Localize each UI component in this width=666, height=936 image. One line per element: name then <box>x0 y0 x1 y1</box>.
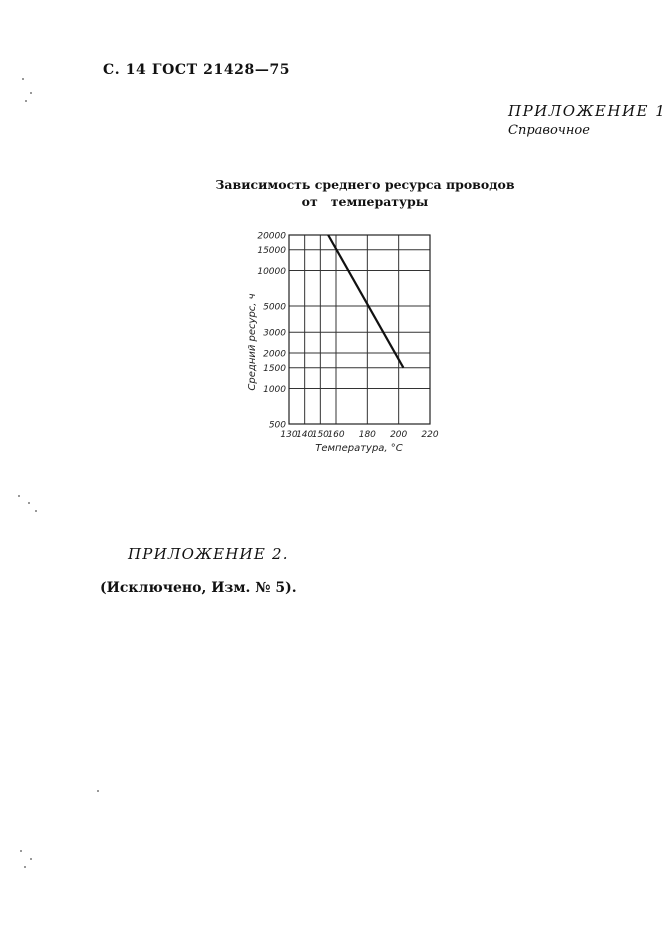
plot-frame <box>289 235 430 424</box>
y-tick-label: 1500 <box>263 364 286 375</box>
x-tick-label: 130 <box>280 430 298 440</box>
x-tick-label: 160 <box>327 430 345 440</box>
scan-speck <box>24 866 26 868</box>
y-tick-label: 1000 <box>263 384 286 395</box>
chart-series <box>328 235 403 368</box>
scan-speck <box>30 92 32 94</box>
scan-speck <box>97 790 99 792</box>
scan-speck <box>30 858 32 860</box>
excluded-note: (Исключено, Изм. № 5). <box>100 580 297 596</box>
appendix-2-title: ПРИЛОЖЕНИЕ 2. <box>128 545 289 563</box>
series-line <box>328 235 403 368</box>
chart-title-line-2: от температуры <box>301 194 429 209</box>
appendix-1-subtitle: Справочное <box>508 123 590 138</box>
scan-speck <box>28 502 30 504</box>
y-tick-label: 15000 <box>257 246 286 257</box>
y-tick-label: 10000 <box>257 267 286 278</box>
y-tick-labels <box>257 232 286 431</box>
x-tick-label: 150 <box>311 430 329 440</box>
y-tick-label: 2000 <box>263 349 286 360</box>
x-tick-label: 180 <box>358 430 376 440</box>
scan-speck <box>25 100 27 102</box>
scan-speck <box>22 78 24 80</box>
scan-speck <box>35 510 37 512</box>
y-tick-label: 20000 <box>257 231 286 242</box>
scan-speck <box>18 495 20 497</box>
y-axis-label: Средний ресурс, ч <box>247 293 258 391</box>
scan-speck <box>20 850 22 852</box>
x-tick-label: 200 <box>390 430 408 440</box>
y-tick-label: 5000 <box>263 302 286 313</box>
y-tick-label: 3000 <box>263 328 286 339</box>
chart-grid <box>289 235 430 424</box>
x-tick-label: 220 <box>421 430 439 440</box>
x-tick-label: 140 <box>296 430 314 440</box>
y-tick-label: 500 <box>268 420 286 431</box>
appendix-1-title: ПРИЛОЖЕНИЕ 1 <box>508 102 666 120</box>
chart <box>230 225 450 460</box>
x-tick-labels <box>280 430 438 440</box>
chart-title-line-1: Зависимость среднего ресурса проводов <box>215 177 515 192</box>
page-header: С. 14 ГОСТ 21428—75 <box>103 62 291 78</box>
x-axis-label: Температура, °С <box>315 443 403 454</box>
